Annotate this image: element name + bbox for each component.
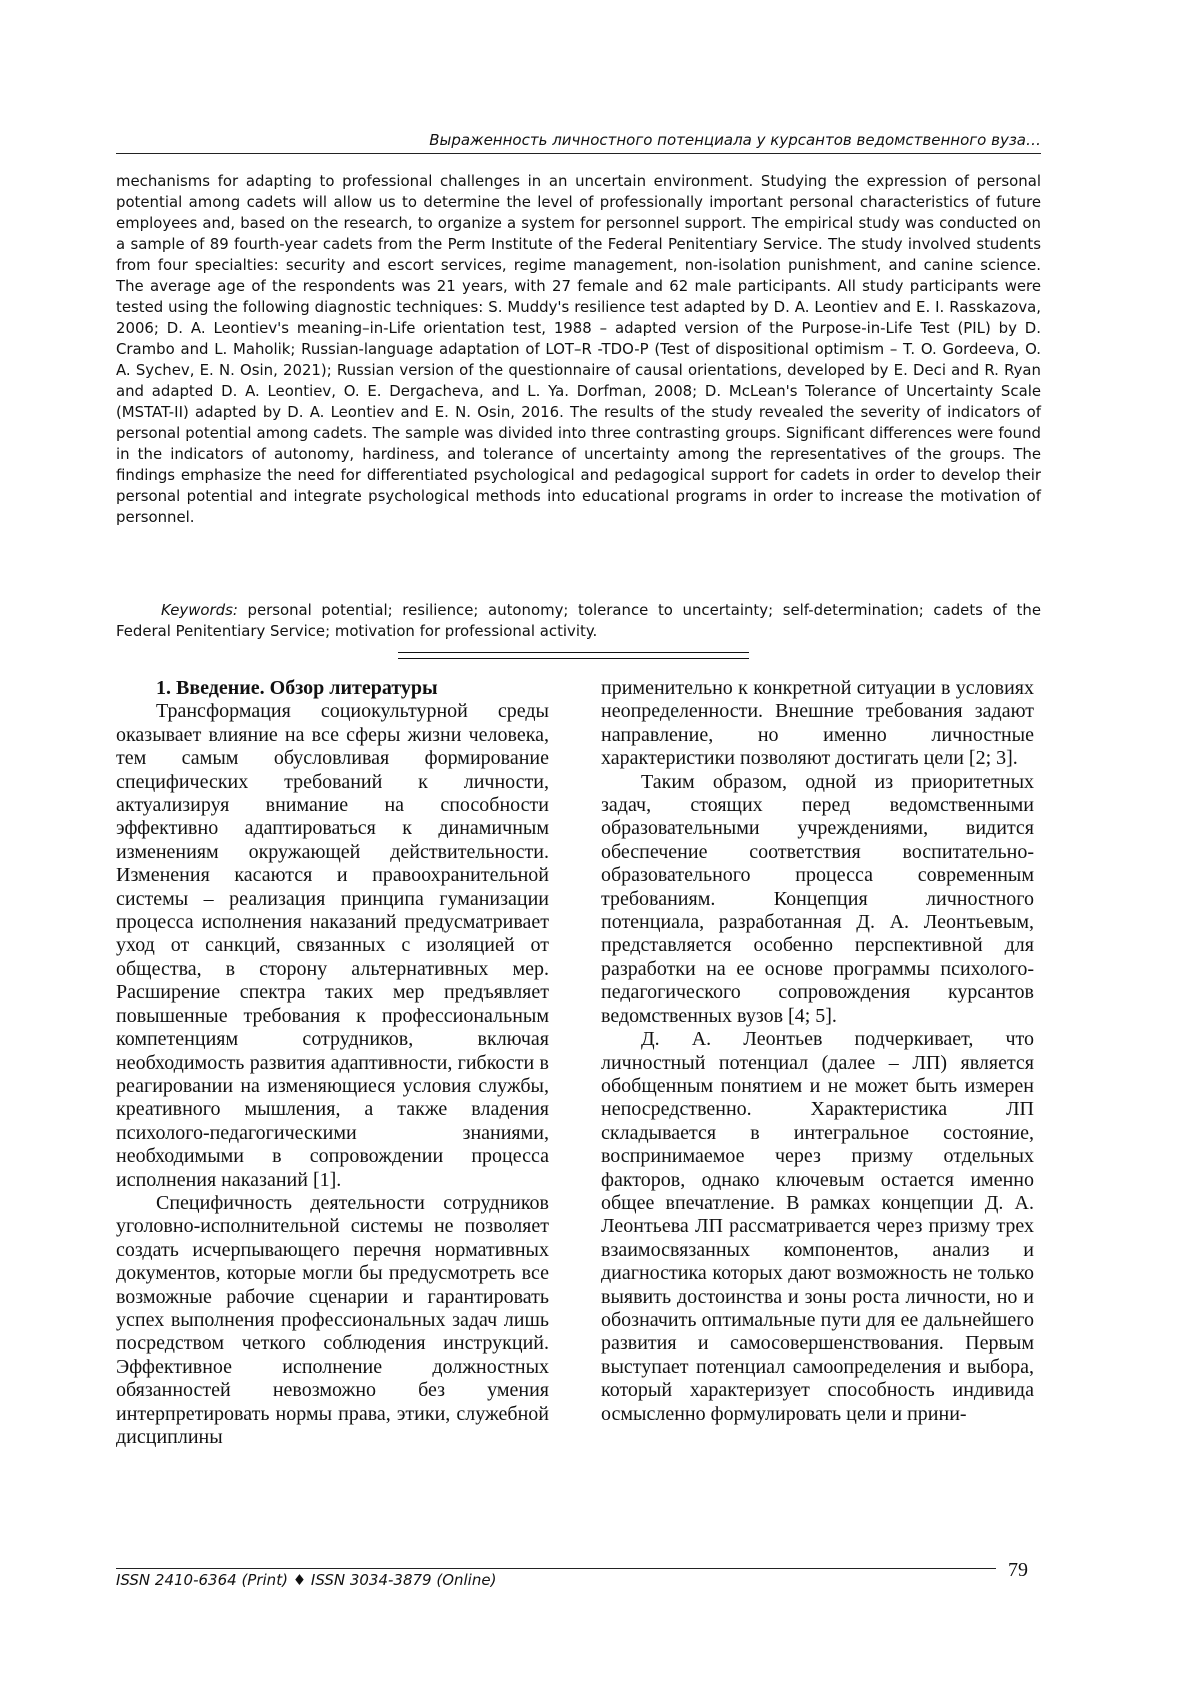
keywords-text: personal potential; resilience; autonomy; tolerance to uncertainty; self-determination; cadets of the Federal Penitentiary Service; motivation for professional activity. [116,601,1041,640]
keywords-label: Keywords: [161,601,238,619]
right-column [601,677,1034,1426]
keywords [116,600,1041,642]
left-column [116,677,549,1449]
paragraph: Д. А. Леонтьев подчеркивает, что личностный потенциал (далее – ЛП) является обобщенным понятием и не может быть измерен непосредственно. Характеристика ЛП складывается в интегральное состояние, воспринимаемое через призму отдельных факторов, однако ключевым остается именно общее впечатление. В рамках концепции Д. А. Леонтьева ЛП рассматривается через призму трех взаимосвязанных компонентов, анализ и диагностика которых дают возможность не только выявить достоинства и зоны роста личности, но и обозначить оптимальные пути для ее дальнейшего развития и самосовершенствования. Первым выступает потенциал самоопределения и выбора, который характеризует способность индивида осмысленно формулировать цели и прини- [601,1028,1034,1425]
abstract-text: mechanisms for adapting to professional challenges in an uncertain environment. Studying the expression of personal potential among cadets will allow us to determine the level of professionally important personal characteristics of future employees and, based on the research, to organize a system for personnel support. The empirical study was conducted on a sample of 89 fourth-year cadets from the Perm Institute of the Federal Penitentiary Service. The study involved students from four specialties: security and escort services, regime management, non-isolation punishment, and canine science. The average age of the respondents was 21 years, with 27 female and 62 male participants. All study participants were tested using the following diagnostic techniques: S. Muddy's resilience test adapted by D. A. Leontiev and E. I. Rasskazova, 2006; D. A. Leontiev's meaning–in-Life orientation test, 1988 – adapted version of the Purpose-in-Life Test (PIL) by D. Crambo and L. Maholik; Russian-language adaptation of LOT–R -TDO-P (Test of dispositional optimism – T. O. Gordeeva, O. A. Sychev, E. N. Osin, 2021); Russian version of the questionnaire of causal orientations, developed by E. Deci and R. Ryan and adapted D. A. Leontiev, O. E. Dergacheva, and L. Ya. Dorfman, 2008; D. McLean's Tolerance of Uncertainty Scale (MSTAT-II) adapted by D. A. Leontiev and E. N. Osin, 2016. The results of the study revealed the severity of indicators of personal potential among cadets. The sample was divided into three contrasting groups. Significant differences were found in the indicators of autonomy, hardiness, and tolerance of uncertainty among the representatives of the groups. The findings emphasize the need for differentiated psychological and pedagogical support for cadets in order to develop their personal potential and integrate psychological methods into educational programs in order to increase the motivation of personnel. [116,172,1041,526]
footer-issn: ISSN 2410-6364 (Print) ♦ ISSN 3034-3879 (Online) [116,1571,497,1589]
paragraph: Таким образом, одной из приоритетных задач, стоящих перед ведомственными образовательными учреждениями, видится обеспечение соответствия воспитательно-образовательного процесса современным требованиям. Концепция личностного потенциала, разработанная Д. А. Леонтьевым, представляется особенно перспективной для разработки на ее основе программы психолого-педагогического сопровождения курсантов ведомственных вузов [4; 5]. [601,770,1034,1027]
section-heading: 1. Введение. Обзор литературы [156,677,438,699]
paragraph: Трансформация социокультурной среды оказывает влияние на все сферы жизни человека, тем самым обусловливая формирование специфических требований к личности, актуализируя внимание на способности эффективно адаптироваться к динамичным изменениям окружающей действительности. Изменения касаются и правоохранительной системы – реализация принципа гуманизации процесса исполнения наказаний предусматривает уход от санкций, связанных с изоляцией от общества, в сторону альтернативных мер. Расширение спектра таких мер предъявляет повышенные требования к профессиональным компетенциям сотрудников, включая необходимость развития адаптивности, гибкости в реагировании на изменяющиеся условия службы, креативного мышления, а также владения психолого-педагогическими знаниями, необходимыми в сопровождении процесса исполнения наказаний [1]. [116,700,549,1191]
paragraph-continued: применительно к конкретной ситуации в условиях неопределенности. Внешние требования задают направление, но именно личностные характеристики позволяют достигать цели [2; 3]. [601,677,1034,770]
running-header: Выраженность личностного потенциала у курсантов ведомственного вуза… [429,131,1041,149]
footer-rule [116,1568,996,1569]
section-divider [398,652,749,659]
header-rule [116,153,1041,154]
paragraph: Специфичность деятельности сотрудников уголовно-исполнительной системы не позволяет создать исчерпывающего перечня нормативных документов, которые могли бы предусмотреть все возможные рабочие сценарии и гарантировать успех выполнения профессиональных задач лишь посредством четкого соблюдения инструкций. Эффективное исполнение должностных обязанностей невозможно без умения интерпретировать нормы права, этики, служебной дисциплины [116,1191,549,1448]
page-number: 79 [1008,1559,1028,1581]
